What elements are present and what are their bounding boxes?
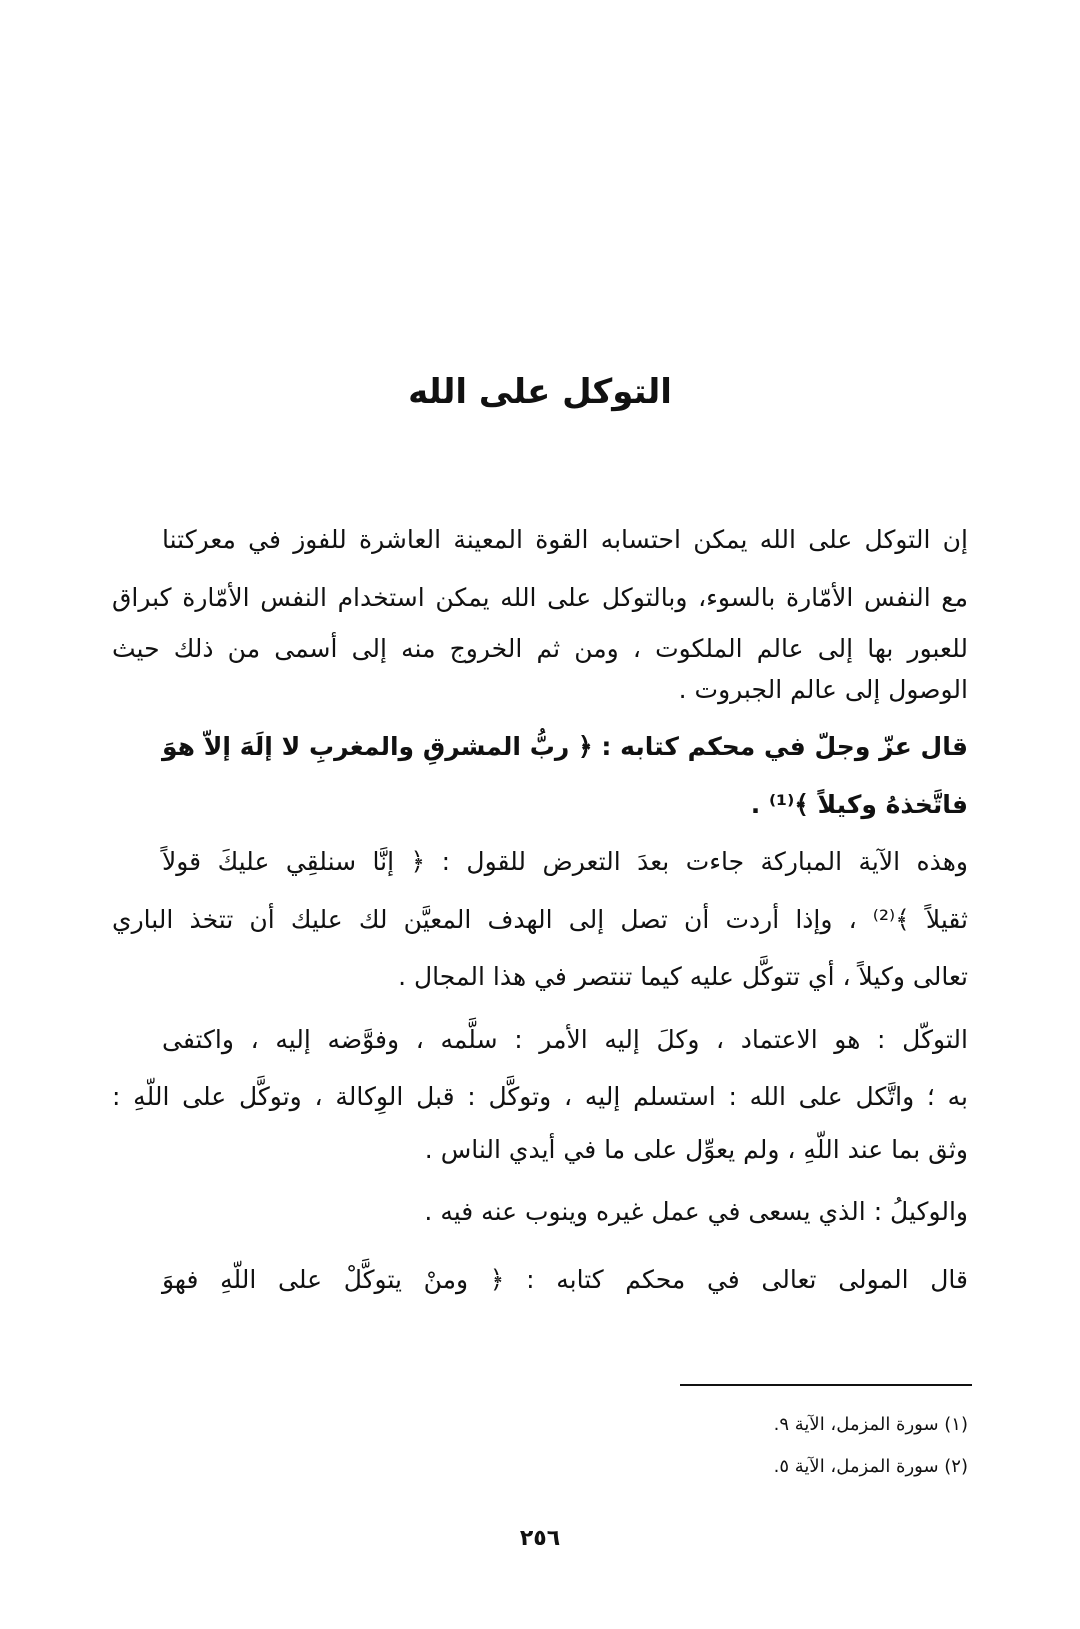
footnote: (٢) سورة المزمل، الآية ٥. — [773, 1456, 968, 1477]
footnote: (١) سورة المزمل، الآية ٩. — [773, 1414, 968, 1435]
paragraph-line: قال عزّ وجلّ في محكم كتابه : ﴿ ربُّ المشرقِ والمغربِ لا إلَهَ إلاّ هوَ — [162, 732, 968, 761]
paragraph-line: للعبور بها إلى عالم الملكوت ، ومن ثم الخروج منه إلى أسمى من ذلك حيث — [112, 634, 968, 663]
paragraph-line: وهذه الآية المباركة جاءت بعدَ التعرض للقول : ﴿ إنَّا سنلقِي عليكَ قولاً — [162, 847, 968, 876]
paragraph-line: التوكّل : هو الاعتماد ، وكلَ إليه الأمر : سلَّمه ، وفوَّضه إليه ، واكتفى — [162, 1025, 968, 1054]
chapter-title: التوكل على الله — [408, 372, 672, 412]
paragraph-line: الوصول إلى عالم الجبروت . — [678, 675, 968, 704]
paragraph-line: والوكيلُ : الذي يسعى في عمل غيره وينوب عنه فيه . — [424, 1197, 968, 1226]
paragraph-line: وثق بما عند اللّهِ ، ولم يعوِّل على ما في أيدي الناس . — [424, 1135, 968, 1164]
page-number: ٢٥٦ — [519, 1526, 561, 1551]
paragraph-line: إن التوكل على الله يمكن احتسابه القوة المعينة العاشرة للفوز في معركتنا — [162, 525, 968, 554]
paragraph-line: تعالى وكيلاً ، أي تتوكَّل عليه كيما تنتصر في هذا المجال . — [398, 962, 968, 991]
paragraph-line: فاتَّخذهُ وكيلاً ﴾⁽¹⁾ . — [750, 790, 968, 819]
paragraph-line: ثقيلاً ﴾⁽²⁾ ، وإذا أردت أن تصل إلى الهدف المعيَّن لك عليك أن تتخذ الباري — [112, 905, 968, 934]
footnote-divider — [680, 1384, 972, 1386]
paragraph-line: به ؛ واتَّكل على الله : استسلم إليه ، وتوكَّل : قبل الوِكالة ، وتوكَّل على اللّهِ : — [112, 1082, 968, 1111]
paragraph-line: مع النفس الأمّارة بالسوء، وبالتوكل على الله يمكن استخدام النفس الأمّارة كبراق — [112, 583, 968, 612]
paragraph-line: قال المولى تعالى في محكم كتابه : ﴿ ومنْ يتوكَّلْ على اللّهِ فهوَ — [162, 1265, 968, 1294]
